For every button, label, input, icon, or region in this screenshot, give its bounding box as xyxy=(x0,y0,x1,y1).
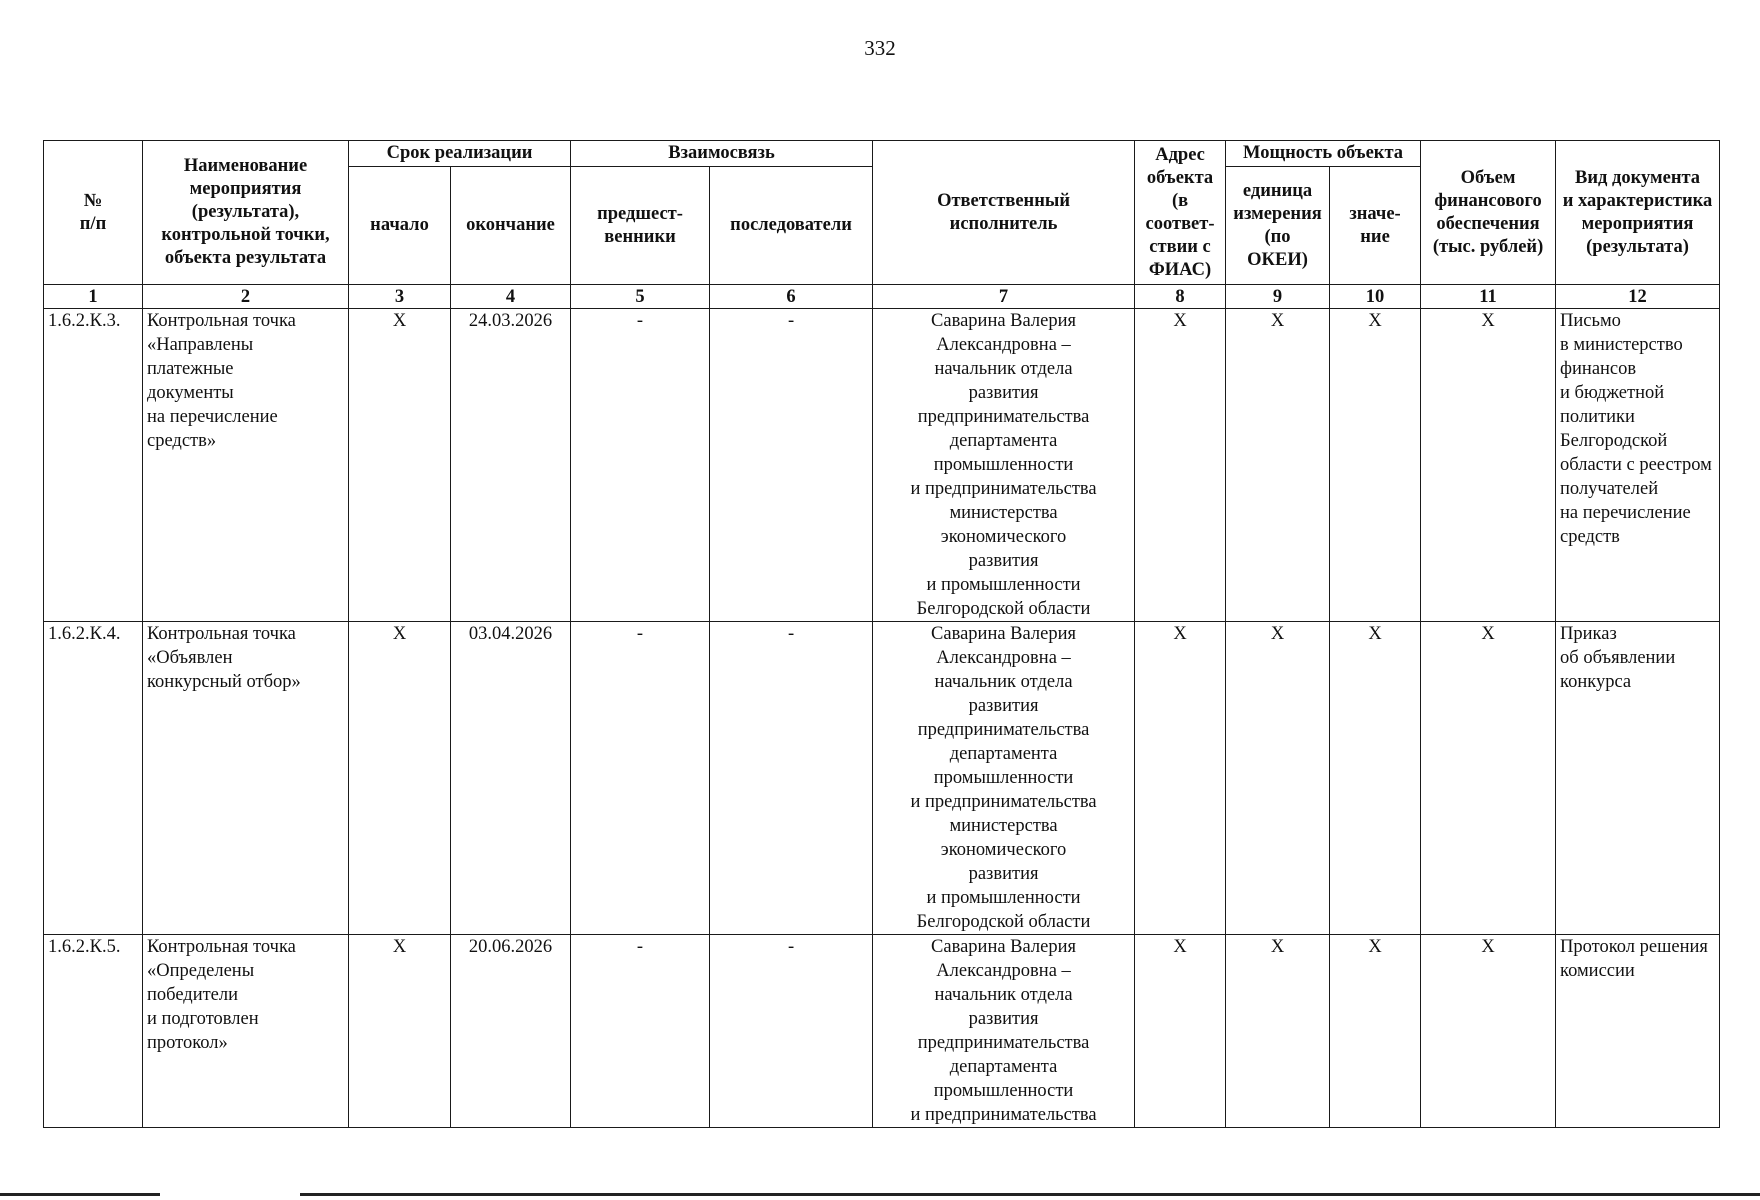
cell-doc: Письмо в министерство финансов и бюджетной политики Белгородской области с реестром получателей на перечисление средств xyxy=(1556,309,1720,622)
column-number: 2 xyxy=(143,285,349,309)
cell-name: Контрольная точка «Определены победители и подготовлен протокол» xyxy=(143,935,349,1128)
cell-predecessors: - xyxy=(571,935,710,1128)
header-name: Наименование мероприятия (результата), контрольной точки, объекта результата xyxy=(143,141,349,285)
page-bottom-rule xyxy=(300,1193,1760,1196)
header-relation-group: Взаимосвязь xyxy=(571,141,873,167)
cell-end: 03.04.2026 xyxy=(451,622,571,935)
header-address: Адрес объекта (в соответ- ствии с ФИАС) xyxy=(1135,141,1226,285)
column-number: 4 xyxy=(451,285,571,309)
header-finance: Объем финансового обеспечения (тыс. рублей) xyxy=(1421,141,1556,285)
cell-unit: X xyxy=(1226,935,1330,1128)
cell-finance: X xyxy=(1421,622,1556,935)
activity-plan-table xyxy=(43,140,1720,1128)
cell-no: 1.6.2.К.3. xyxy=(44,309,143,622)
header-term-end: окончание xyxy=(451,167,571,285)
header-executor: Ответственный исполнитель xyxy=(873,141,1135,285)
header-capacity-group: Мощность объекта xyxy=(1226,141,1421,167)
cell-end: 24.03.2026 xyxy=(451,309,571,622)
cell-end: 20.06.2026 xyxy=(451,935,571,1128)
header-successors: последователи xyxy=(710,167,873,285)
column-number: 10 xyxy=(1330,285,1421,309)
header-value: значе- ние xyxy=(1330,167,1421,285)
cell-executor: Саварина Валерия Александровна – начальник отдела развития предпринимательства департамента промышленности и предпринимательства xyxy=(873,935,1135,1128)
cell-name: Контрольная точка «Объявлен конкурсный отбор» xyxy=(143,622,349,935)
cell-value: X xyxy=(1330,622,1421,935)
column-number: 12 xyxy=(1556,285,1720,309)
header-unit: единица измерения (по ОКЕИ) xyxy=(1226,167,1330,285)
cell-finance: X xyxy=(1421,935,1556,1128)
page-bottom-rule xyxy=(0,1193,160,1196)
column-number: 7 xyxy=(873,285,1135,309)
column-number: 3 xyxy=(349,285,451,309)
cell-finance: X xyxy=(1421,309,1556,622)
cell-address: X xyxy=(1135,622,1226,935)
header-doc-type: Вид документа и характеристика мероприятия (результата) xyxy=(1556,141,1720,285)
column-numbers-row xyxy=(44,285,1720,309)
cell-successors: - xyxy=(710,935,873,1128)
cell-start: X xyxy=(349,622,451,935)
cell-executor: Саварина Валерия Александровна – начальник отдела развития предпринимательства департамента промышленности и предпринимательства министерства экономического развития и промышленности Белгородской области xyxy=(873,622,1135,935)
cell-executor: Саварина Валерия Александровна – начальник отдела развития предпринимательства департамента промышленности и предпринимательства министерства экономического развития и промышленности Белгородской области xyxy=(873,309,1135,622)
column-number: 5 xyxy=(571,285,710,309)
header-predecessors: предшест- венники xyxy=(571,167,710,285)
cell-address: X xyxy=(1135,935,1226,1128)
table-row xyxy=(44,309,1720,622)
header-row-top xyxy=(44,141,1720,167)
cell-unit: X xyxy=(1226,309,1330,622)
column-number: 9 xyxy=(1226,285,1330,309)
cell-predecessors: - xyxy=(571,622,710,935)
cell-value: X xyxy=(1330,935,1421,1128)
cell-unit: X xyxy=(1226,622,1330,935)
cell-value: X xyxy=(1330,309,1421,622)
cell-doc: Приказ об объявлении конкурса xyxy=(1556,622,1720,935)
cell-no: 1.6.2.К.5. xyxy=(44,935,143,1128)
cell-successors: - xyxy=(710,309,873,622)
cell-predecessors: - xyxy=(571,309,710,622)
column-number: 11 xyxy=(1421,285,1556,309)
cell-start: X xyxy=(349,935,451,1128)
column-number: 1 xyxy=(44,285,143,309)
cell-address: X xyxy=(1135,309,1226,622)
column-number: 6 xyxy=(710,285,873,309)
header-no: № п/п xyxy=(44,141,143,285)
cell-successors: - xyxy=(710,622,873,935)
column-number: 8 xyxy=(1135,285,1226,309)
cell-start: X xyxy=(349,309,451,622)
header-term-start: начало xyxy=(349,167,451,285)
header-term-group: Срок реализации xyxy=(349,141,571,167)
cell-name: Контрольная точка «Направлены платежные документы на перечисление средств» xyxy=(143,309,349,622)
table-row xyxy=(44,935,1720,1128)
page-number: 332 xyxy=(864,36,896,60)
cell-doc: Протокол решения комиссии xyxy=(1556,935,1720,1128)
table-row xyxy=(44,622,1720,935)
cell-no: 1.6.2.К.4. xyxy=(44,622,143,935)
